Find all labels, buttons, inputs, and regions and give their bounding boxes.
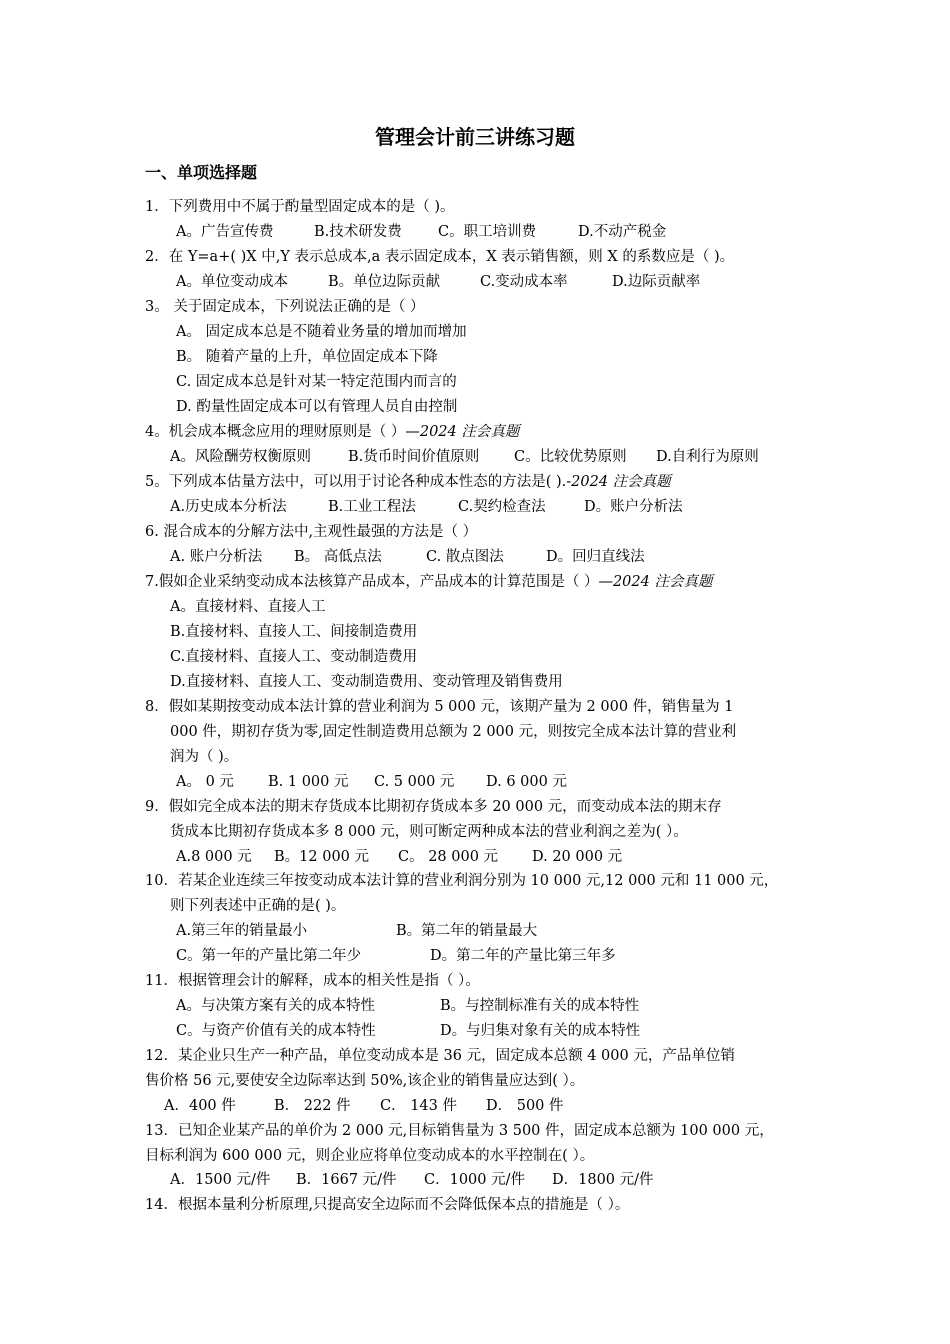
- option: A. 账户分析法: [170, 549, 263, 565]
- options-row: [170, 547, 645, 567]
- option: B。12 000 元: [274, 849, 370, 865]
- question-stem: 5。下列成本估量方法中，可以用于讨论各种成本性态的方法是( ).-2024 注会真题: [145, 474, 671, 490]
- option: B． 222 件: [274, 1098, 351, 1114]
- option: A。风险酬劳权衡原则: [170, 449, 311, 465]
- options-row: [176, 772, 567, 792]
- option: B。单位边际贡献: [328, 274, 441, 290]
- question-stem-continued: 售价格 56 元,要使安全边际率达到 50%,该企业的销售量应达到( ）。: [145, 1073, 585, 1089]
- option: C. 散点图法: [426, 549, 504, 565]
- option: D. 20 000 元: [532, 849, 623, 865]
- exam-source: —2024 注会真题: [598, 574, 713, 590]
- question-stem: 8．假如某期按变动成本法计算的营业利润为 5 000 元，该期产量为 2 000 件，销售量为 1: [145, 699, 734, 715]
- options-row: [176, 847, 622, 867]
- option: B.货币时间价值原则: [348, 449, 480, 465]
- option: B．1667 元/件: [296, 1172, 397, 1188]
- question-stem: 9．假如完全成本法的期末存货成本比期初存货成本多 20 000 元，而变动成本法的期末存: [145, 799, 722, 815]
- option: D．1800 元/件: [552, 1172, 654, 1188]
- question-stem-continued: 000 件，期初存货为零,固定性制造费用总额为 2 000 元，则按完全成本法计算的营业利: [170, 724, 737, 740]
- option: D。第二年的产量比第三年多: [430, 948, 616, 964]
- option: A．400 件: [164, 1098, 236, 1114]
- question-stem: 12．某企业只生产一种产品，单位变动成本是 36 元，固定成本总额 4 000 元，产品单位销: [145, 1048, 735, 1064]
- option: C。第一年的产量比第二年少: [176, 948, 362, 964]
- options-row: [176, 921, 537, 941]
- options-row: [176, 1021, 640, 1041]
- question-stem-continued: 货成本比期初存货成本多 8 000 元，则可断定两种成本法的营业利润之差为( ）。: [170, 824, 688, 840]
- option: A。单位变动成本: [176, 274, 288, 290]
- question-stem: 13．已知企业某产品的单价为 2 000 元,目标销售量为 3 500 件，固定成本总额为 100 000 元，: [145, 1123, 774, 1139]
- options-row: [176, 222, 666, 242]
- options-row: [170, 447, 759, 467]
- question-stem-continued: 润为（ )。: [170, 749, 239, 765]
- option: A.8 000 元: [176, 849, 252, 865]
- section-heading: 一、单项选择题: [145, 163, 258, 182]
- option: A。与决策方案有关的成本特性: [176, 998, 375, 1014]
- option: A。广告宣传费: [176, 224, 274, 240]
- options-row: [176, 996, 639, 1016]
- page-title: 管理会计前三讲练习题: [375, 125, 575, 149]
- option: D.不动产税金: [578, 224, 667, 240]
- options-row: [170, 497, 683, 517]
- options-row: [176, 272, 700, 292]
- option: B.技术研发费: [314, 224, 402, 240]
- question-stem-continued: 目标利润为 600 000 元，则企业应将单位变动成本的水平控制在( ）。: [145, 1148, 595, 1164]
- option: D。与归集对象有关的成本特性: [440, 1023, 641, 1039]
- option: B。与控制标准有关的成本特性: [440, 998, 640, 1014]
- option: D. 6 000 元: [486, 774, 567, 790]
- question-stem: 7.假如企业采纳变动成本法核算产品成本，产品成本的计算范围是（ ）—2024 注会真题: [145, 574, 713, 590]
- option: C.契约检查法: [458, 499, 546, 515]
- question-stem: 4。机会成本概念应用的理财原则是（ ）—2024 注会真题: [145, 424, 520, 440]
- options-row: [164, 1096, 564, 1116]
- question-stem-continued: 则下列表述中正确的是( )。: [170, 898, 346, 914]
- question-stem: 11．根据管理会计的解释，成本的相关性是指（ ）。: [145, 973, 480, 989]
- option: A.历史成本分析法: [170, 499, 287, 515]
- option: A。 0 元: [176, 774, 234, 790]
- option: C.直接材料、直接人工、变动制造费用: [170, 649, 418, 665]
- option: C．1000 元/件: [424, 1172, 525, 1188]
- option: C。与资产价值有关的成本特性: [176, 1023, 376, 1039]
- option: A。直接材料、直接人工: [170, 599, 326, 615]
- option: D。回归直线法: [546, 549, 645, 565]
- option: D。账户分析法: [584, 499, 683, 515]
- option: A.第三年的销量最小: [176, 923, 308, 939]
- exam-source: -2024 注会真题: [566, 474, 671, 490]
- option: C.变动成本率: [480, 274, 568, 290]
- option: B. 1 000 元: [268, 774, 349, 790]
- question-stem: 6. 混合成本的分解方法中,主观性最强的方法是（ ）: [145, 524, 478, 540]
- option: B.工业工程法: [328, 499, 416, 515]
- option: D.自利行为原则: [656, 449, 759, 465]
- option: B。第二年的销量最大: [396, 923, 538, 939]
- option: B。 高低点法: [294, 549, 382, 565]
- options-row: [176, 946, 616, 966]
- option: C。 28 000 元: [398, 849, 499, 865]
- exam-source: —2024 注会真题: [405, 424, 520, 440]
- option: B.直接材料、直接人工、间接制造费用: [170, 624, 418, 640]
- option: C。职工培训费: [438, 224, 537, 240]
- question-stem: 14．根据本量利分析原理,只提高安全边际而不会降低保本点的措施是（ ）。: [145, 1197, 630, 1213]
- option: D.边际贡献率: [612, 274, 701, 290]
- option: A．1500 元/件: [170, 1172, 271, 1188]
- question-stem: 3。 关于固定成本，下列说法正确的是（ ）: [145, 299, 425, 315]
- option: C. 固定成本总是针对某一特定范围内而言的: [176, 374, 457, 390]
- option: C。比较优势原则: [514, 449, 627, 465]
- question-stem: 1．下列费用中不属于酌量型固定成本的是（ )。: [145, 199, 455, 215]
- option: D． 500 件: [486, 1098, 564, 1114]
- option: D. 酌量性固定成本可以有管理人员自由控制: [176, 399, 458, 415]
- question-stem: 10．若某企业连续三年按变动成本法计算的营业利润分别为 10 000 元,12 000 元和 11 000 元，: [145, 873, 779, 889]
- option: D.直接材料、直接人工、变动制造费用、变动管理及销售费用: [170, 674, 563, 690]
- option: C． 143 件: [380, 1098, 457, 1114]
- option: B。 随着产量的上升，单位固定成本下降: [176, 349, 438, 365]
- option: A。 固定成本总是不随着业务量的增加而增加: [176, 324, 467, 340]
- option: C. 5 000 元: [374, 774, 455, 790]
- options-row: [170, 1170, 654, 1190]
- question-stem: 2．在 Y=a+( )X 中,Y 表示总成本,a 表示固定成本，X 表示销售额，则 X 的系数应是（ )。: [145, 249, 735, 265]
